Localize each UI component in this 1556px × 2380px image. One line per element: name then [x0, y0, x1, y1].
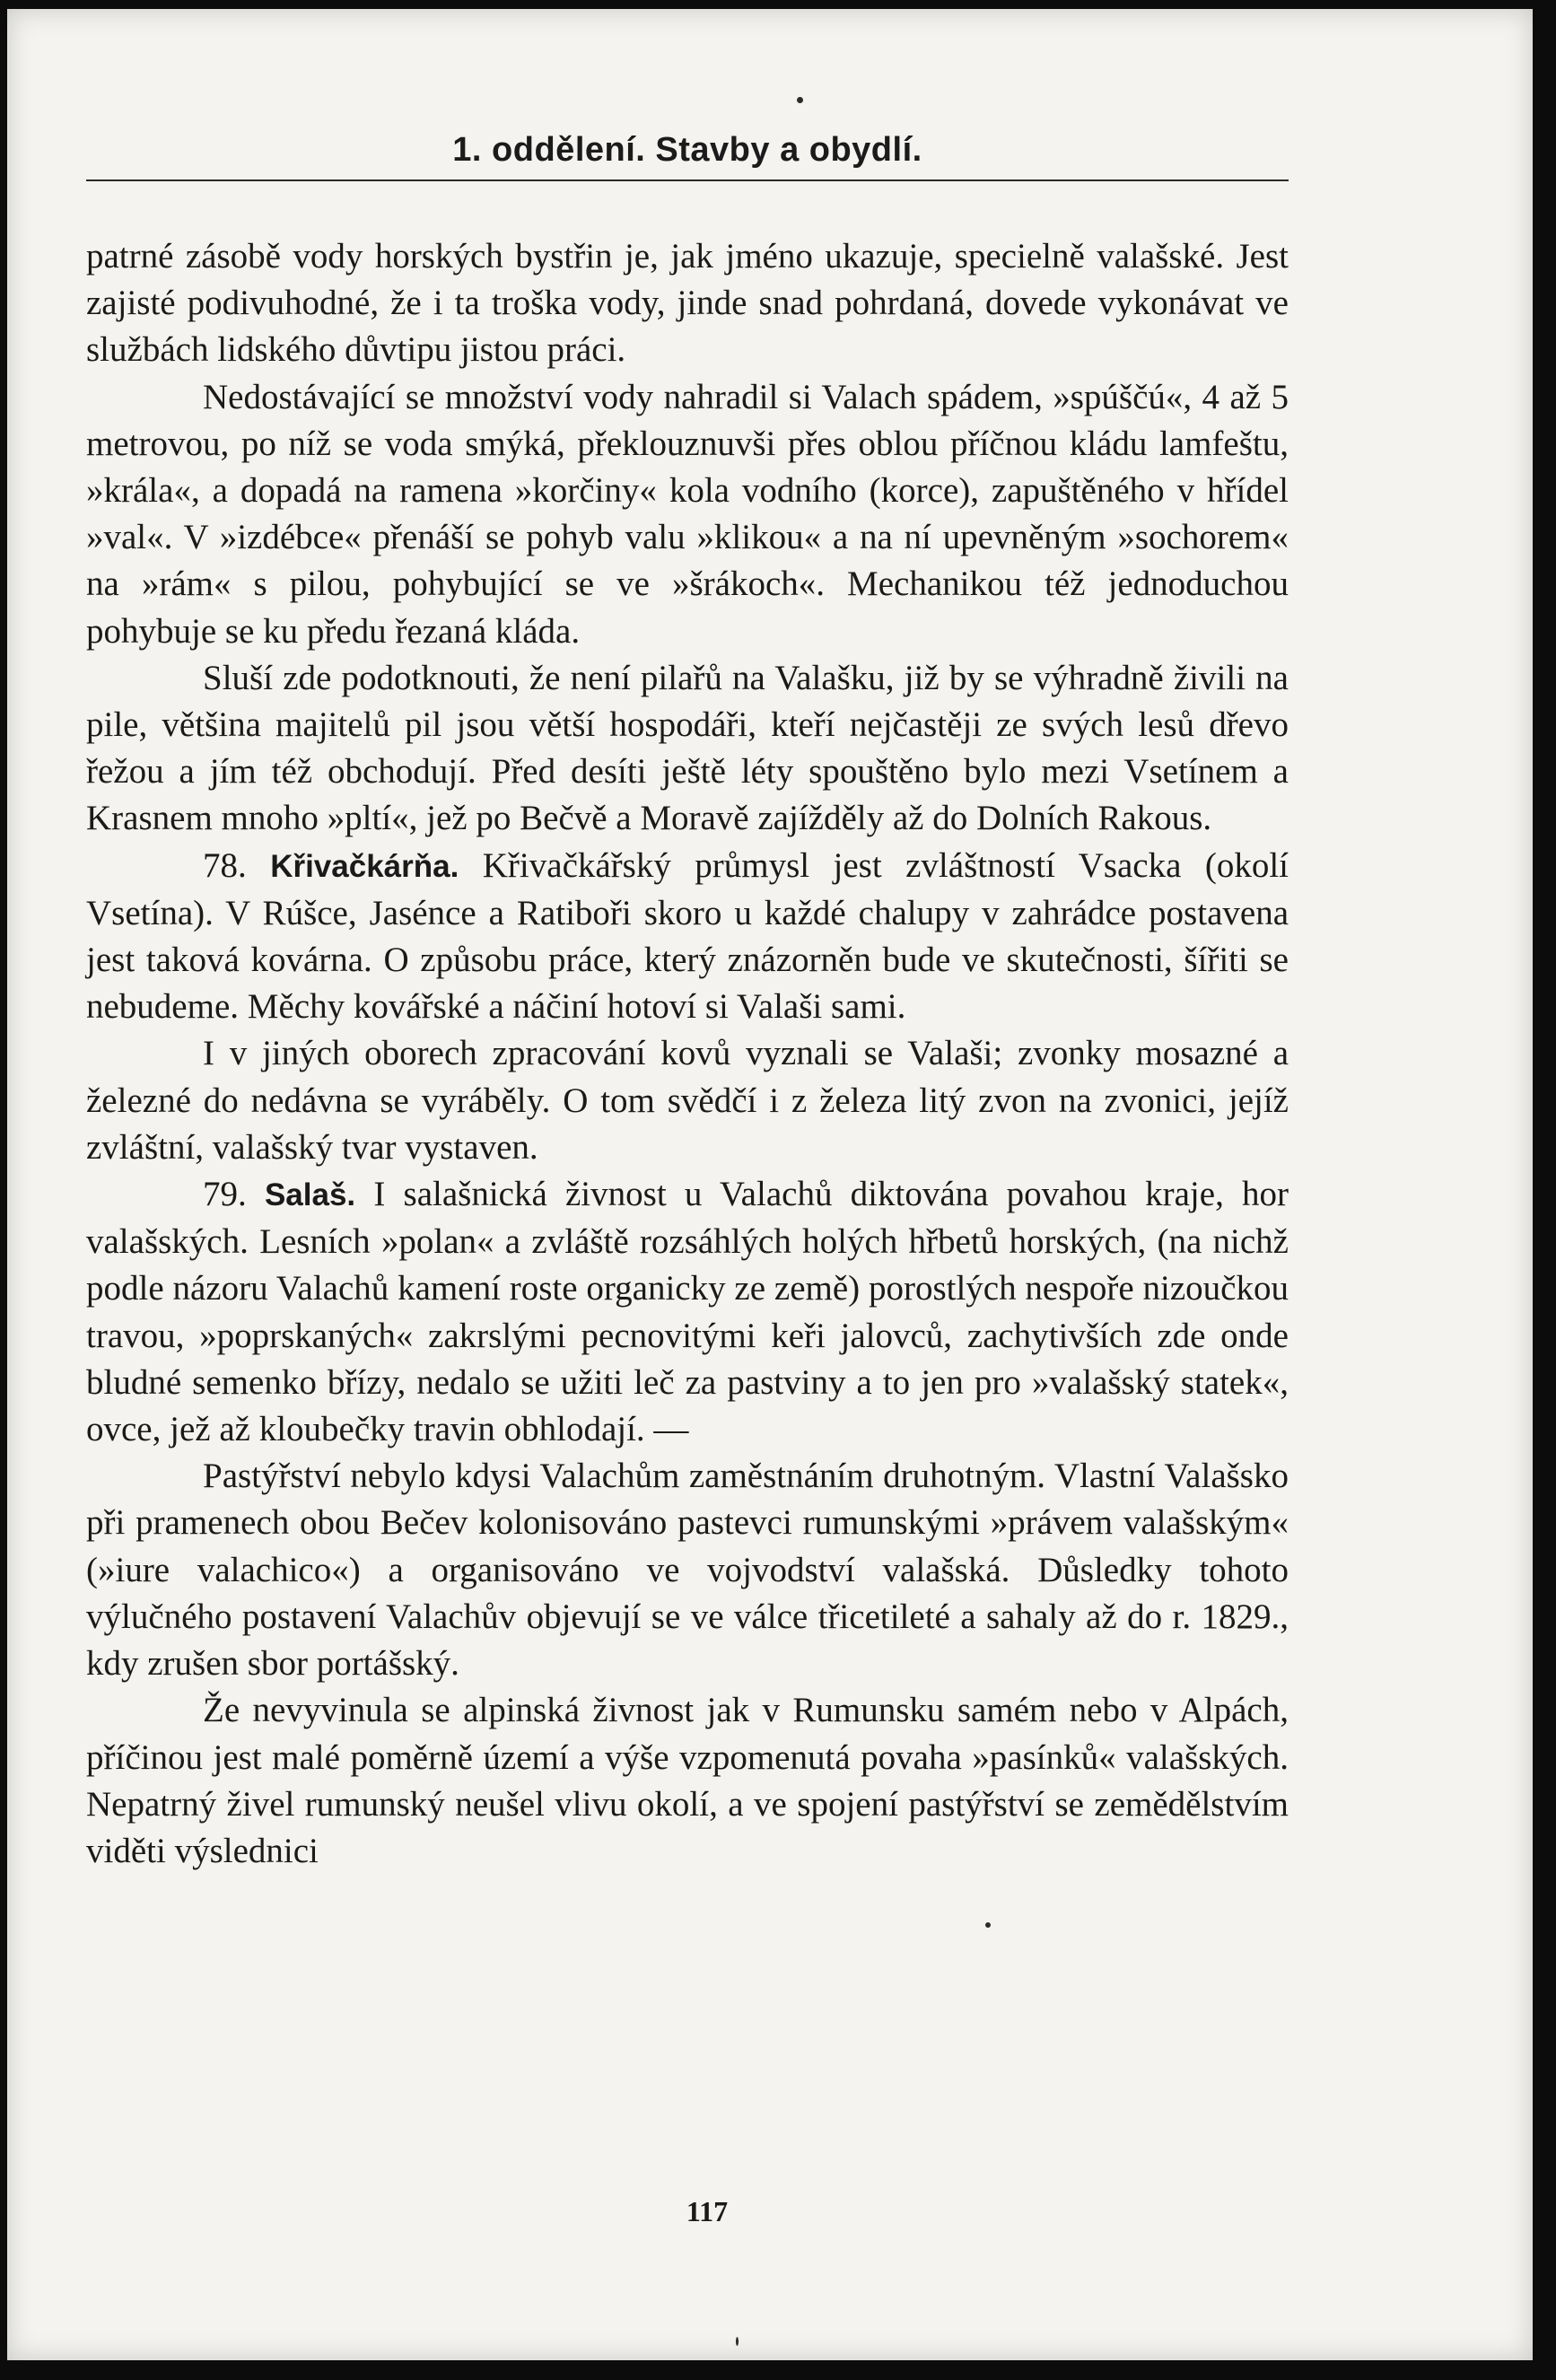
- paragraph: [86, 1453, 1289, 1687]
- paragraph-text: patrné zásobě vody horských bystřin je, jak jméno ukazuje, specielně valašské. Jest zajisté podivuhodné, že i ta troška vody, jinde snad pohrdaná, dovede vykonávat ve službách lidského důvtipu jistou práci.: [86, 237, 1289, 370]
- section-heading: Salaš.: [264, 1177, 356, 1213]
- paragraph-continued: [86, 233, 1289, 374]
- section-heading: Křivačkárňa.: [270, 848, 459, 884]
- section-78: [86, 843, 1289, 1031]
- header-rule: [86, 179, 1289, 181]
- paragraph-text: Sluší zde podotknouti, že není pilařů na Valašku, již by se výhradně živili na pile, většina majitelů pil jsou větší hospodáři, kteří nejčastěji ze svých lesů dřevo řežou a jím též obchodují. Před desíti ještě léty spouštěno bylo mezi Vsetínem a Krasnem mnoho »pltí«, jež po Bečvě a Moravě zajížděly až do Dolních Rakous.: [86, 658, 1289, 838]
- paragraph: [86, 374, 1289, 655]
- paragraph-text: I v jiných oborech zpracování kovů vyznali se Valaši; zvonky mosazné a železné do nedávna se vyráběly. O tom svědčí i z železa litý zvon na zvonici, jejíž zvláštní, valašský tvar vystaven.: [86, 1034, 1289, 1167]
- print-speck: [985, 1922, 991, 1928]
- paragraph: [86, 1687, 1289, 1875]
- running-header: 1. oddělení. Stavby a obydlí.: [452, 131, 922, 169]
- paragraph-text: Pastýřství nebylo kdysi Valachům zaměstnáním druhotným. Vlastní Valašsko při pramenech obou Bečev kolonisováno pastevci rumunskými »právem valašským« (»iure valachico«) a organisováno ve vojvodství valašská. Důsledky tohoto výlučného postavení Valachův objevují se ve válce třicetileté a sahaly až do r. 1829., kdy zrušen sbor portášský.: [86, 1457, 1289, 1684]
- page-number: 117: [686, 2195, 729, 2227]
- section-number: 79.: [203, 1175, 247, 1214]
- paragraph: [86, 1030, 1289, 1171]
- paragraph-text: I salašnická živnost u Valachů diktována povahou kraje, hor valašských. Lesních »polan« a zvláště rozsáhlých holých hřbetů horských, (na nichž podle názoru Valachů kamení roste organicky ze země) porostlých nespoře nizoučkou travou, »poprskaných« zakrslými pecnovitými keři jalovců, zachytivších zde onde bludné semenko břízy, nedalo se užiti leč za pastviny a to jen pro »valašský statek«, ovce, jež až kloubečky travin obhlodají. —: [86, 1175, 1289, 1449]
- paragraph-text: Křivačkářský průmysl jest zvláštností Vsacka (okolí Vsetína). V Rúšce, Jasénce a Ratiboři skoro u každé chalupy v zahrádce postavena jest taková kovárna. O způsobu práce, který znázorněn bude ve skutečnosti, šířiti se nebudeme. Měchy kovářské a náčiní hotoví si Valaši sami.: [86, 845, 1289, 1027]
- paragraph: [86, 655, 1289, 843]
- print-speck: [736, 2337, 739, 2346]
- page: [7, 9, 1533, 2360]
- paragraph-text: Nedostávající se množství vody nahradil si Valach spádem, »spúščú«, 4 až 5 metrovou, po níž se voda smýká, překlouznuvši přes oblou příčnou kládu lamfeštu, »krála«, a dopadá na ramena »korčiny« kola vodního (korce), zapuštěného v hřídel »val«. V »izdébce« přenáší se pohyb valu »klikou« a na ní upevněným »sochorem« na »rám« s pilou, pohybující se ve »šrákoch«. Mechanikou též jednoduchou pohybuje se ku předu řezaná kláda.: [86, 377, 1289, 651]
- paragraph-text: Že nevyvinula se alpinská živnost jak v Rumunsku samém nebo v Alpách, příčinou jest malé poměrně území a výše vzpomenutá povaha »pasínků« valašských. Nepatrný živel rumunský neušel vlivu okolí, a ve spojení pastýřství se zemědělstvím viděti výslednici: [86, 1691, 1289, 1870]
- print-speck: [797, 97, 803, 103]
- section-79: [86, 1171, 1289, 1453]
- section-number: 78.: [203, 845, 247, 885]
- body-text: [86, 233, 1289, 1875]
